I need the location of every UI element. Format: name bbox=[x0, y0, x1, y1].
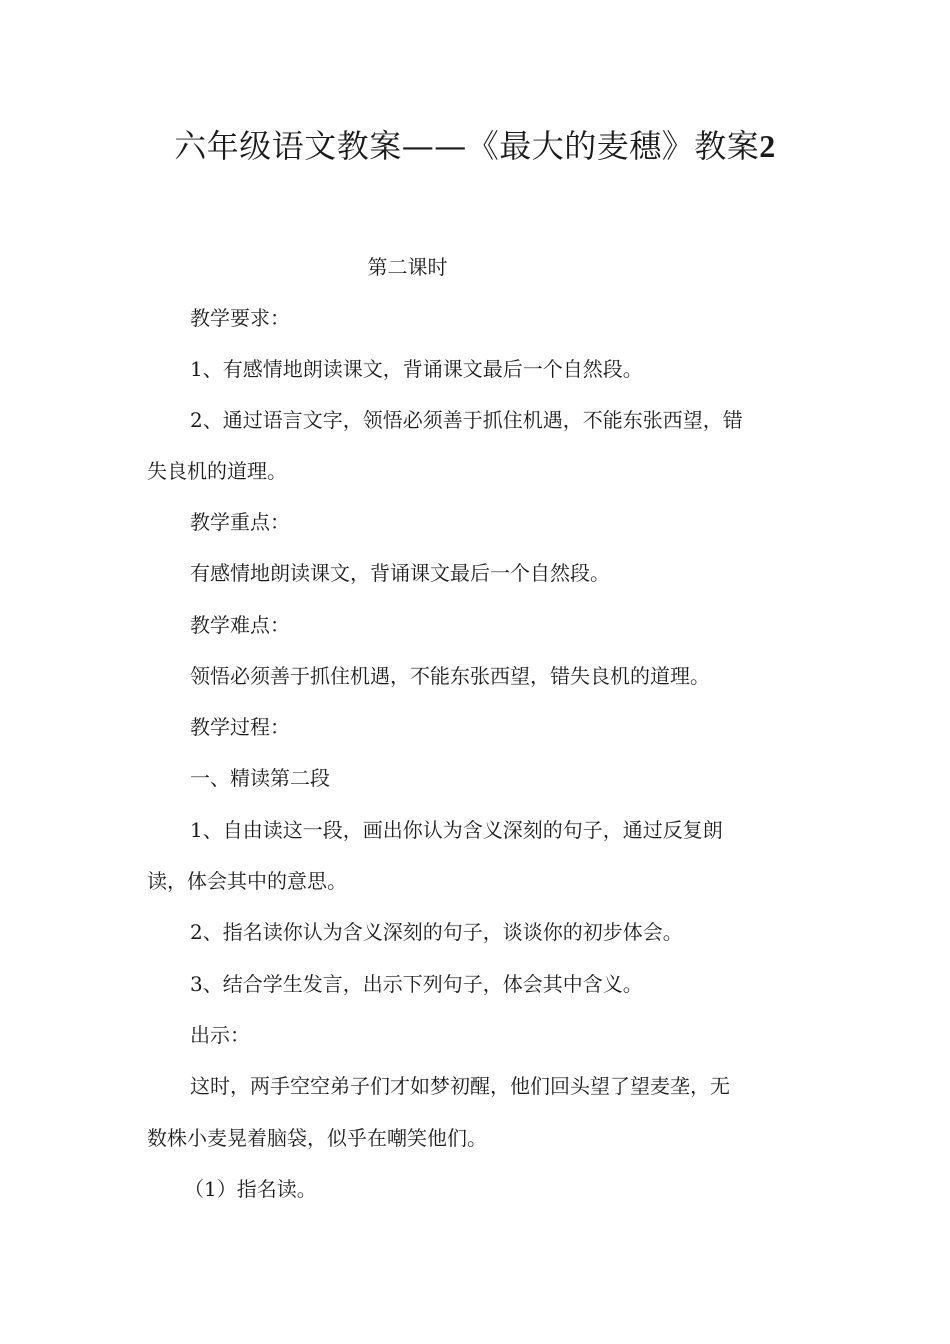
paragraph-line: 2、指名读你认为含义深刻的句子，谈谈你的初步体会。 bbox=[190, 920, 683, 944]
quoted-sentence: 数株小麦晃着脑袋，似乎在嘲笑他们。 bbox=[147, 1126, 487, 1150]
subsection-heading: 一、精读第二段 bbox=[190, 766, 330, 790]
title-text: 六年级语文教案——《最大的麦穗》教案 bbox=[174, 127, 760, 165]
title-number: 2 bbox=[759, 128, 776, 164]
paragraph-line: 1、自由读这一段，画出你认为含义深刻的句子，通过反复朗 bbox=[190, 818, 723, 842]
paragraph-line: 领悟必须善于抓住机遇，不能东张西望，错失良机的道理。 bbox=[190, 664, 710, 688]
paragraph-line: 读，体会其中的意思。 bbox=[147, 869, 347, 893]
paragraph-line: 有感情地朗读课文，背诵课文最后一个自然段。 bbox=[190, 561, 610, 585]
paragraph-line: 出示： bbox=[190, 1023, 250, 1047]
paragraph-line: 2、通过语言文字，领悟必须善于抓住机遇，不能东张西望，错 bbox=[190, 408, 743, 432]
paragraph-line: 1、有感情地朗读课文，背诵课文最后一个自然段。 bbox=[190, 357, 643, 381]
quoted-sentence: 这时，两手空空弟子们才如梦初醒，他们回头望了望麦垄，无 bbox=[190, 1074, 730, 1098]
paragraph-line: 失良机的道理。 bbox=[147, 459, 287, 483]
section-heading-difficulties: 教学难点： bbox=[190, 613, 290, 637]
section-heading-process: 教学过程： bbox=[190, 715, 290, 739]
paragraph-line: 3、结合学生发言，出示下列句子，体会其中含义。 bbox=[190, 972, 643, 996]
document-title bbox=[0, 120, 950, 172]
lesson-period: 第二课时 bbox=[367, 255, 448, 279]
section-heading-requirements: 教学要求： bbox=[190, 306, 290, 330]
paragraph-line: （1）指名读。 bbox=[184, 1177, 317, 1201]
section-heading-key-points: 教学重点： bbox=[190, 510, 290, 534]
